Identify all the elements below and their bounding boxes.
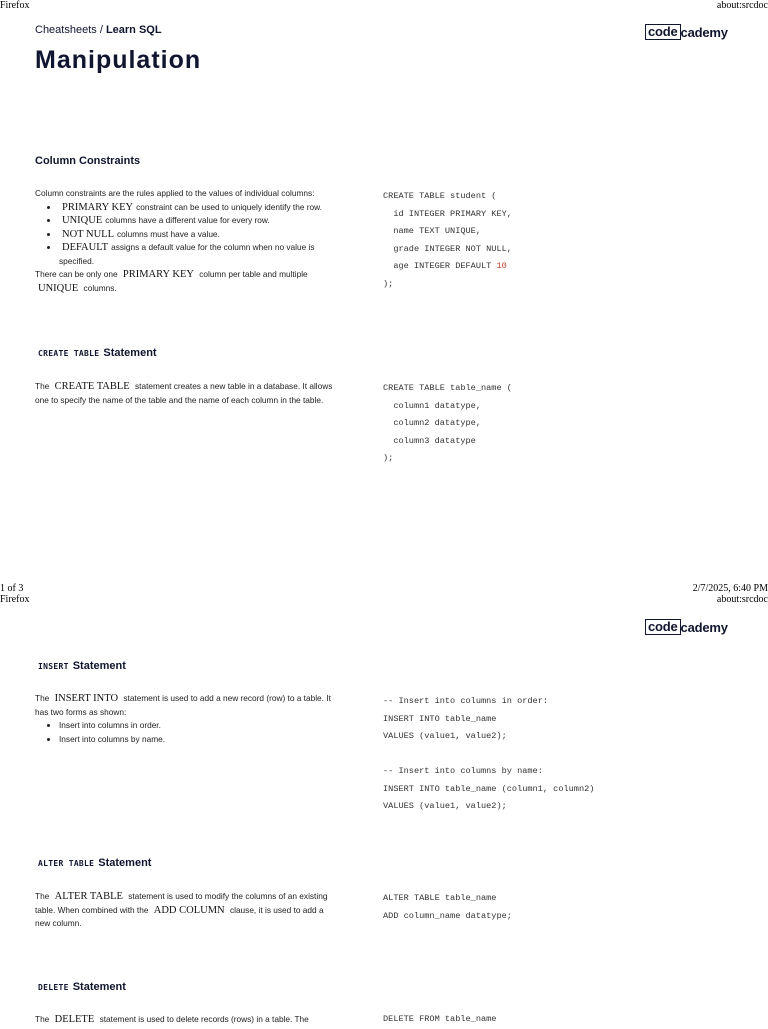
constraints-list bbox=[35, 201, 340, 269]
section-title-delete bbox=[38, 981, 126, 993]
section-keyword: DELETE bbox=[38, 983, 69, 992]
outro-text: columns. bbox=[81, 282, 117, 293]
breadcrumb-cheatsheets[interactable]: Cheatsheets / bbox=[35, 24, 106, 36]
list-item bbox=[59, 228, 340, 242]
code-line: ); bbox=[383, 278, 394, 289]
desc-text: The bbox=[35, 381, 52, 391]
section-title-text: Statement bbox=[103, 347, 157, 359]
code-block-create-table bbox=[383, 380, 512, 468]
list-item bbox=[59, 241, 340, 268]
breadcrumb bbox=[35, 24, 162, 36]
code-line: column3 datatype bbox=[383, 435, 476, 446]
code-line: INSERT INTO table_name (column1, column2) bbox=[383, 783, 595, 794]
list-item-text: assigns a default value for the column when no value is specified. bbox=[59, 242, 315, 266]
breadcrumb-course[interactable]: Learn SQL bbox=[105, 24, 162, 36]
list-item-text: constraint can be used to uniquely identify the row. bbox=[136, 201, 322, 212]
create-table-description bbox=[35, 380, 340, 407]
list-item: • Insert into columns by name. bbox=[59, 733, 340, 747]
constraints-intro: Column constraints are the rules applied to the values of individual columns: bbox=[35, 188, 315, 198]
token-primary-key: PRIMARY KEY bbox=[62, 201, 134, 213]
insert-paragraph bbox=[35, 692, 340, 719]
section-title-text: Statement bbox=[98, 857, 152, 869]
column-constraints-description bbox=[35, 187, 340, 295]
list-item: • Insert into columns in order. bbox=[59, 719, 340, 733]
token-not-null: NOT NULL bbox=[62, 228, 115, 240]
code-line: column2 datatype, bbox=[383, 418, 481, 428]
code-block-insert bbox=[383, 693, 594, 816]
code-block-delete bbox=[383, 1011, 496, 1029]
code-line: VALUES (value1, value2); bbox=[383, 801, 507, 811]
codecademy-logo[interactable] bbox=[645, 619, 728, 635]
delete-description bbox=[35, 1013, 340, 1027]
codecademy-logo[interactable] bbox=[645, 24, 728, 40]
section-keyword: INSERT bbox=[38, 662, 69, 671]
token-unique: UNIQUE bbox=[62, 215, 103, 226]
code-line: name TEXT UNIQUE, bbox=[383, 226, 481, 236]
token-alter-table: ALTER TABLE bbox=[54, 891, 123, 902]
desc-text: statement creates a new table in a database. It allows one to specify the name of the table and the name of each column in the table. bbox=[35, 381, 333, 405]
code-line: column1 datatype, bbox=[383, 400, 481, 411]
desc-text: statement is used to modify the columns of an existing table. When combined with the bbox=[35, 891, 328, 915]
section-title-text: Statement bbox=[72, 660, 126, 672]
code-line: ); bbox=[383, 453, 394, 463]
code-line: age INTEGER DEFAULT bbox=[383, 261, 497, 271]
print-date: 2/7/2025, 6:40 PM bbox=[692, 583, 768, 594]
insert-forms-list bbox=[35, 719, 340, 746]
section-keyword: CREATE TABLE bbox=[38, 349, 100, 358]
token-create-table: CREATE TABLE bbox=[54, 381, 130, 392]
insert-description bbox=[35, 692, 340, 746]
logo-cademy-text: cademy bbox=[680, 619, 728, 635]
browser-label: Firefox bbox=[0, 0, 30, 11]
token-insert-into: INSERT INTO bbox=[54, 693, 119, 704]
desc-text: The bbox=[35, 693, 52, 703]
code-line: grade INTEGER NOT NULL, bbox=[383, 243, 512, 254]
token-delete: DELETE bbox=[54, 1014, 95, 1025]
code-number: 10 bbox=[496, 261, 507, 271]
section-title-create-table bbox=[38, 347, 157, 359]
code-line: VALUES (value1, value2); bbox=[383, 731, 507, 741]
code-line: CREATE TABLE table_name ( bbox=[383, 383, 512, 393]
code-line: ALTER TABLE table_name bbox=[383, 893, 497, 903]
code-line: DELETE FROM table_name bbox=[383, 1014, 497, 1024]
section-title-alter-table bbox=[38, 857, 151, 869]
desc-text: statement is used to delete records (rows) in a table. The bbox=[97, 1014, 309, 1024]
page-url: about:srcdoc bbox=[716, 0, 768, 11]
code-line: INSERT INTO table_name bbox=[383, 713, 497, 724]
list-item-text: columns have a different value for every row. bbox=[105, 215, 270, 225]
token-unique: UNIQUE bbox=[38, 282, 79, 294]
page-title: Manipulation bbox=[35, 46, 202, 74]
code-block-column-constraints bbox=[383, 188, 512, 293]
logo-code-box: code bbox=[645, 619, 681, 635]
code-comment: -- Insert into columns by name: bbox=[383, 766, 543, 776]
list-item-text: columns must have a value. bbox=[117, 228, 220, 239]
section-keyword: ALTER TABLE bbox=[38, 859, 95, 868]
code-line: id INTEGER PRIMARY KEY, bbox=[383, 208, 512, 219]
page-url: about:srcdoc bbox=[716, 594, 768, 605]
code-comment: -- Insert into columns in order: bbox=[383, 696, 549, 706]
section-title-column-constraints: Column Constraints bbox=[35, 155, 141, 167]
constraints-outro bbox=[35, 268, 340, 295]
code-line: CREATE TABLE student ( bbox=[383, 191, 497, 201]
outro-text: column per table and multiple bbox=[196, 269, 308, 279]
section-title-insert bbox=[38, 660, 126, 672]
token-primary-key: PRIMARY KEY bbox=[122, 269, 194, 280]
page-count: 1 of 3 bbox=[0, 583, 24, 594]
section-title-text: Statement bbox=[72, 981, 126, 993]
logo-cademy-text: cademy bbox=[680, 24, 728, 40]
token-add-column: ADD COLUMN bbox=[153, 904, 225, 916]
desc-text: clause, it is used to add a new column. bbox=[35, 904, 324, 928]
list-item bbox=[59, 214, 340, 228]
outro-text: There can be only one bbox=[35, 269, 120, 279]
browser-label: Firefox bbox=[0, 594, 30, 605]
code-line: ADD column_name datatype; bbox=[383, 910, 512, 921]
desc-text: statement is used to add a new record (row) to a table. It has two forms as shown: bbox=[35, 693, 331, 717]
list-item bbox=[59, 201, 340, 215]
token-default: DEFAULT bbox=[62, 242, 109, 253]
alter-table-description bbox=[35, 890, 340, 931]
code-block-alter-table bbox=[383, 890, 512, 925]
desc-text: The bbox=[35, 1014, 52, 1024]
desc-text: The bbox=[35, 891, 52, 901]
logo-code-box: code bbox=[645, 24, 681, 40]
